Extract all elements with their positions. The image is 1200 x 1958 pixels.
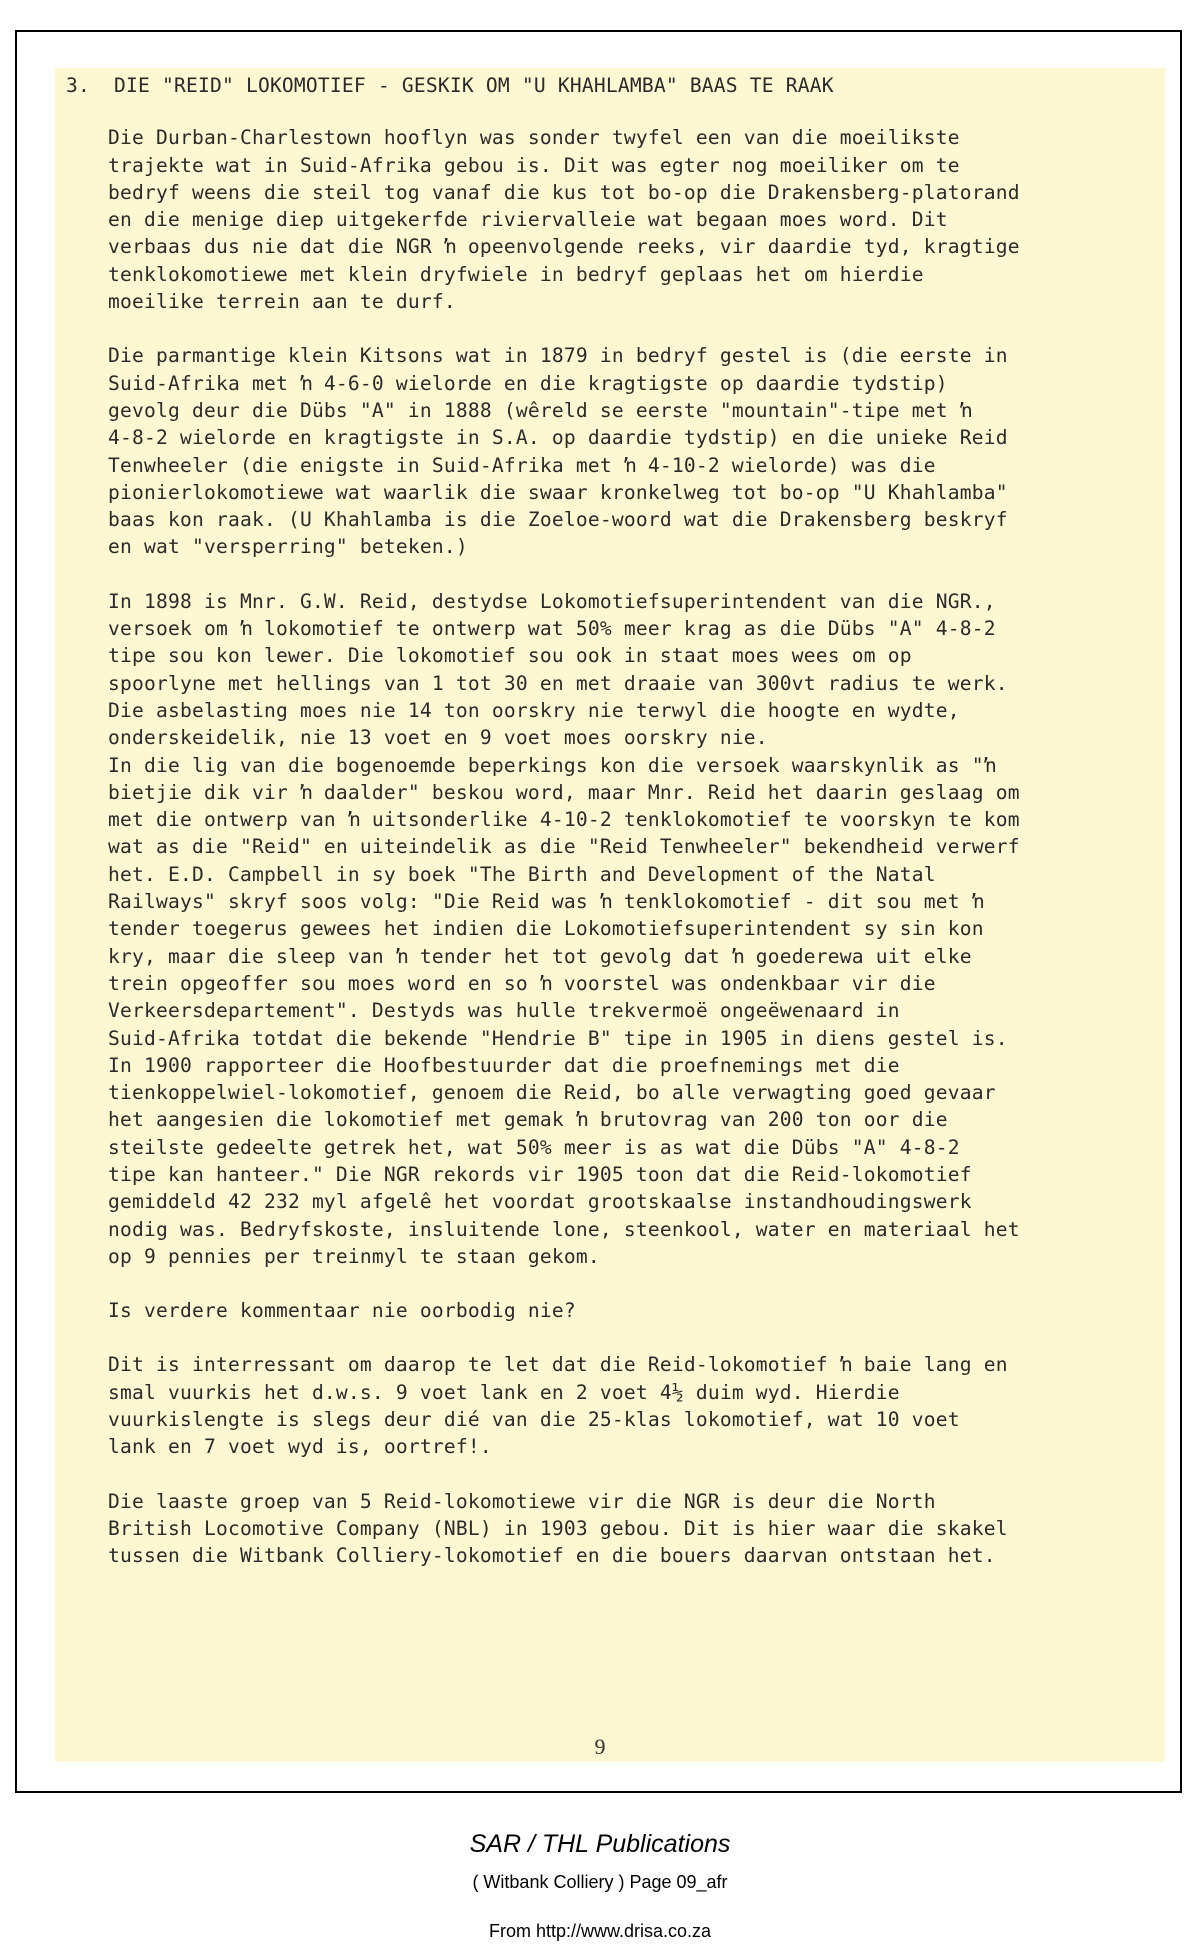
text-line: tender toegerus gewees het indien die Lokomotiefsuperintendent sy sin kon	[108, 917, 984, 941]
text-line: verbaas dus nie dat die NGR ŉ opeenvolgende reeks, vir daardie tyd, kragtige	[108, 235, 1020, 259]
source-link[interactable]: From http://www.drisa.co.za	[488, 1921, 712, 1941]
paragraph	[108, 1297, 1156, 1324]
text-line: kry, maar die sleep van ŉ tender het tot gevolg dat ŉ goederewa uit elke	[108, 944, 972, 968]
text-line: vuurkislengte is slegs deur dié van die 25-klas lokomotief, wat 10 voet	[108, 1408, 960, 1432]
paragraph	[108, 1488, 1156, 1570]
text-line: moeilike terrein aan te durf.	[108, 290, 456, 314]
text-line: het. E.D. Campbell in sy boek "The Birth and Development of the Natal	[108, 862, 936, 886]
text-line: 4-8-2 wielorde en kragtigste in S.A. op daardie tydstip) en die unieke Reid	[108, 426, 1008, 450]
paragraphs	[66, 124, 1156, 1569]
paragraph	[108, 588, 1156, 1270]
text-line: en wat "versperring" beteken.)	[108, 535, 468, 559]
text-line: In 1900 rapporteer die Hoofbestuurder dat die proefnemings met die	[108, 1053, 900, 1077]
text-line: bedryf weens die steil tog vanaf die kus tot bo-op die Drakensberg-platorand	[108, 180, 1020, 204]
text-line: nodig was. Bedryfskoste, insluitende lone, steenkool, water en materiaal het	[108, 1217, 1020, 1241]
text-line: Die parmantige klein Kitsons wat in 1879 in bedryf gestel is (die eerste in	[108, 344, 1008, 368]
text-line: Tenwheeler (die enigste in Suid-Afrika met ŉ 4-10-2 wielorde) was die	[108, 453, 936, 477]
text-line: Die laaste groep van 5 Reid-lokomotiewe vir die NGR is deur die North	[108, 1489, 936, 1513]
paragraph	[108, 124, 1156, 315]
text-line: Suid-Afrika met ŉ 4-6-0 wielorde en die kragtigste op daardie tydstip)	[108, 371, 948, 395]
text-line: lank en 7 voet wyd is, oortref!.	[108, 1435, 492, 1459]
paragraph	[108, 1351, 1156, 1460]
text-line: smal vuurkis het d.w.s. 9 voet lank en 2 voet 4½ duim wyd. Hierdie	[108, 1380, 900, 1404]
text-line: gemiddeld 42 232 myl afgelê het voordat grootskaalse instandhoudingswerk	[108, 1190, 972, 1214]
text-line: Die asbelasting moes nie 14 ton oorskry nie terwyl die hoogte en wydte,	[108, 698, 960, 722]
text-line: Suid-Afrika totdat die bekende "Hendrie B" tipe in 1905 in diens gestel is.	[108, 1026, 1008, 1050]
text-line: versoek om ŉ lokomotief te ontwerp wat 50% meer krag as die Dübs "A" 4-8-2	[108, 617, 996, 641]
text-line: tenklokomotiewe met klein dryfwiele in bedryf geplaas het om hierdie	[108, 262, 924, 286]
text-line: tienkoppelwiel-lokomotief, genoem die Reid, bo alle verwagting goed gevaar	[108, 1081, 996, 1105]
text-line: het aangesien die lokomotief met gemak ŉ brutovrag van 200 ton oor die	[108, 1108, 948, 1132]
paragraph	[108, 342, 1156, 560]
text-line: British Locomotive Company (NBL) in 1903 gebou. Dit is hier waar die skakel	[108, 1516, 1008, 1540]
text-line: steilste gedeelte getrek het, wat 50% meer is as wat die Dübs "A" 4-8-2	[108, 1135, 960, 1159]
text-line: Dit is interressant om daarop te let dat die Reid-lokomotief ŉ baie lang en	[108, 1353, 1008, 1377]
typed-text-body	[66, 72, 1156, 1597]
text-line: en die menige diep uitgekerfde riviervalleie wat begaan moes word. Dit	[108, 208, 948, 232]
publisher-title: SAR / THL Publications	[469, 1830, 731, 1858]
page-reference: ( Witbank Colliery ) Page 09_afr	[472, 1872, 728, 1892]
text-line: onderskeidelik, nie 13 voet en 9 voet moes oorskry nie.	[108, 726, 768, 750]
text-line: pionierlokomotiewe wat waarlik die swaar kronkelweg tot bo-op "U Khahlamba"	[108, 480, 1008, 504]
text-line: In 1898 is Mnr. G.W. Reid, destydse Lokomotiefsuperintendent van die NGR.,	[108, 589, 996, 613]
text-line: met die ontwerp van ŉ uitsonderlike 4-10-2 tenklokomotief te voorskyn te kom	[108, 808, 1020, 832]
text-line: bietjie dik vir ŉ daalder" beskou word, maar Mnr. Reid het daarin geslaag om	[108, 780, 1020, 804]
text-line: trein opgeoffer sou moes word en so ŉ voorstel was ondenkbaar vir die	[108, 971, 936, 995]
text-line: spoorlyne met hellings van 1 tot 30 en met draaie van 300vt radius te werk.	[108, 671, 1008, 695]
text-line: gevolg deur die Dübs "A" in 1888 (wêreld se eerste "mountain"-tipe met ŉ	[108, 398, 972, 422]
section-heading: 3. DIE "REID" LOKOMOTIEF - GESKIK OM "U KHAHLAMBA" BAAS TE RAAK	[66, 74, 834, 97]
text-line: tipe sou kon lewer. Die lokomotief sou ook in staat moes wees om op	[108, 644, 912, 668]
text-line: Railways" skryf soos volg: "Die Reid was ŉ tenklokomotief - dit sou met ŉ	[108, 890, 984, 914]
text-line: In die lig van die bogenoemde beperkings kon die versoek waarskynlik as "ŉ	[108, 753, 996, 777]
text-line: baas kon raak. (U Khahlamba is die Zoeloe-woord wat die Drakensberg beskryf	[108, 508, 1008, 532]
text-line: Is verdere kommentaar nie oorbodig nie?	[108, 1299, 576, 1323]
text-line: tipe kan hanteer." Die NGR rekords vir 1905 toon dat die Reid-lokomotief	[108, 1162, 972, 1186]
text-line: tussen die Witbank Colliery-lokomotief en die bouers daarvan ontstaan het.	[108, 1544, 996, 1568]
text-line: wat as die "Reid" en uiteindelik as die "Reid Tenwheeler" bekendheid verwerf	[108, 835, 1020, 859]
text-line: Verkeersdepartement". Destyds was hulle trekvermoë ongeëwenaard in	[108, 999, 900, 1023]
text-line: Die Durban-Charlestown hooflyn was sonder twyfel een van die moeilikste	[108, 126, 960, 150]
text-line: op 9 pennies per treinmyl te staan gekom.	[108, 1244, 600, 1268]
page-number: 9	[594, 1734, 606, 1759]
text-line: trajekte wat in Suid-Afrika gebou is. Dit was egter nog moeiliker om te	[108, 153, 960, 177]
